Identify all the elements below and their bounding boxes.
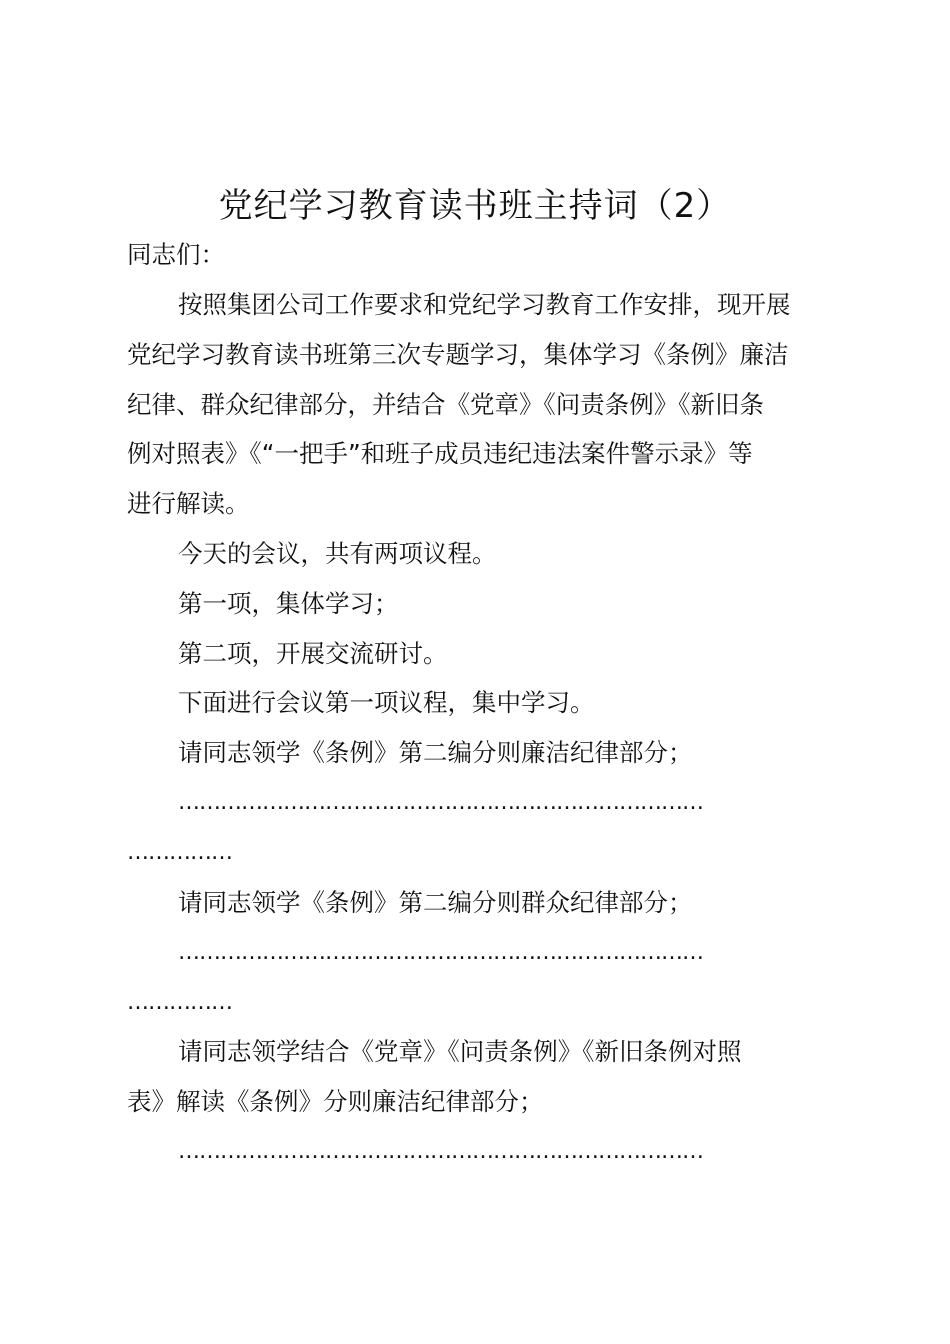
salutation: 同志们：: [127, 240, 225, 269]
agenda-intro: 今天的会议，共有两项议程。: [178, 539, 497, 568]
proceed-line: 下面进行会议第一项议程，集中学习。: [178, 688, 595, 717]
study-item-1: 请同志领学《条例》第二编分则廉洁纪律部分；: [178, 738, 693, 767]
placeholder-dots-short: ……………: [127, 840, 232, 865]
intro-line-1: 按照集团公司工作要求和党纪学习教育工作安排，现开展: [178, 290, 791, 319]
placeholder-dots-short: ……………: [127, 990, 232, 1015]
intro-line-2: 党纪学习教育读书班第三次专题学习，集体学习《条例》廉洁: [127, 340, 789, 369]
placeholder-dots-long: …………………………………………………………………: [178, 1139, 703, 1164]
placeholder-dots-long: …………………………………………………………………: [178, 790, 703, 815]
study-item-2: 请同志领学《条例》第二编分则群众纪律部分；: [178, 888, 693, 917]
intro-line-3: 纪律、群众纪律部分，并结合《党章》《问责条例》《新旧条: [127, 390, 764, 419]
document-title: 党纪学习教育读书班主持词（2）: [218, 186, 732, 226]
agenda-item-1: 第一项，集体学习；: [178, 589, 399, 618]
placeholder-dots-long: …………………………………………………………………: [178, 940, 703, 965]
study-item-3-line-1: 请同志领学结合《党章》《问责条例》《新旧条例对照: [178, 1037, 742, 1066]
intro-line-5: 进行解读。: [127, 489, 250, 518]
intro-line-4: 例对照表》《“一把手”和班子成员违纪违法案件警示录》等: [127, 439, 753, 468]
study-item-3-line-2: 表》解读《条例》分则廉洁纪律部分；: [127, 1087, 544, 1116]
agenda-item-2: 第二项，开展交流研讨。: [178, 639, 448, 668]
